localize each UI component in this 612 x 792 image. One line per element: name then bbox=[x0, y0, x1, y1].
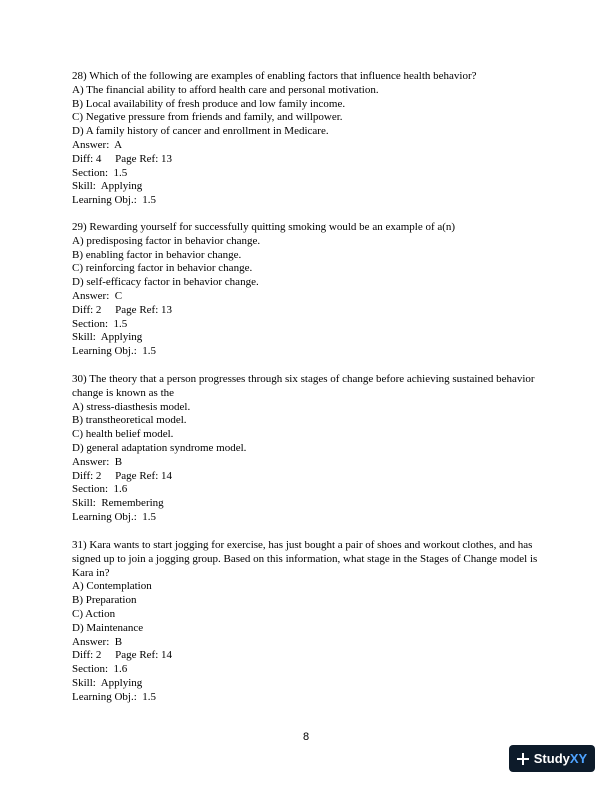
option-d: D) A family history of cancer and enrollment in Medicare. bbox=[72, 125, 329, 138]
option-c: C) reinforcing factor in behavior change. bbox=[72, 262, 253, 275]
option-b: B) enabling factor in behavior change. bbox=[72, 248, 242, 261]
skill-line: Skill: Applying bbox=[72, 180, 143, 193]
learning-objective-line: Learning Obj.: 1.5 bbox=[72, 345, 157, 358]
answer-line: Answer: B bbox=[72, 455, 123, 468]
question-stem: 28) Which of the following are examples of enabling factors that influence health behavior? bbox=[72, 70, 477, 82]
difficulty-page-ref: Diff: 2 Page Ref: 13 bbox=[72, 303, 173, 316]
question-stem: 29) Rewarding yourself for successfully quitting smoking would be an example of a(n) bbox=[72, 221, 456, 233]
skill-line: Skill: Remembering bbox=[72, 497, 164, 510]
plus-icon bbox=[517, 753, 529, 765]
option-c: C) Negative pressure from friends and family, and willpower. bbox=[72, 111, 343, 124]
section-line: Section: 1.6 bbox=[72, 663, 128, 676]
studyxy-badge[interactable] bbox=[509, 745, 595, 772]
badge-text-accent: XY bbox=[569, 751, 588, 766]
answer-line: Answer: C bbox=[72, 289, 123, 302]
question-stem: 31) Kara wants to start jogging for exercise, has just bought a pair of shoes and workout clothes, and has signed up to join a jogging group. Based on this information, what stage in the Stages of Change model is Kara in? bbox=[72, 539, 538, 579]
question-28 bbox=[72, 70, 542, 208]
learning-objective-line: Learning Obj.: 1.5 bbox=[72, 510, 157, 523]
badge-label bbox=[534, 751, 587, 766]
option-a: A) The financial ability to afford health care and personal motivation. bbox=[72, 83, 379, 96]
difficulty-page-ref: Diff: 4 Page Ref: 13 bbox=[72, 152, 173, 165]
answer-line: Answer: A bbox=[72, 138, 123, 151]
difficulty-page-ref: Diff: 2 Page Ref: 14 bbox=[72, 469, 173, 482]
option-a: A) predisposing factor in behavior change. bbox=[72, 234, 261, 247]
badge-text-main: Study bbox=[533, 751, 570, 766]
skill-line: Skill: Applying bbox=[72, 676, 143, 689]
page-number: 8 bbox=[302, 731, 310, 743]
skill-line: Skill: Applying bbox=[72, 331, 143, 344]
learning-objective-line: Learning Obj.: 1.5 bbox=[72, 194, 157, 207]
option-b: B) Local availability of fresh produce and low family income. bbox=[72, 97, 346, 110]
question-stem: 30) The theory that a person progresses through six stages of change before achieving sustained behavior change is known as the bbox=[72, 373, 535, 399]
question-30 bbox=[72, 373, 542, 525]
option-a: A) stress-diasthesis model. bbox=[72, 400, 191, 413]
option-b: B) transtheoretical model. bbox=[72, 414, 187, 427]
question-31 bbox=[72, 539, 542, 705]
section-line: Section: 1.6 bbox=[72, 483, 128, 496]
answer-line: Answer: B bbox=[72, 635, 123, 648]
option-c: C) Action bbox=[72, 607, 116, 620]
option-b: B) Preparation bbox=[72, 594, 137, 607]
option-d: D) Maintenance bbox=[72, 621, 144, 634]
learning-objective-line: Learning Obj.: 1.5 bbox=[72, 690, 157, 703]
option-d: D) general adaptation syndrome model. bbox=[72, 441, 247, 454]
question-29 bbox=[72, 221, 542, 359]
option-d: D) self-efficacy factor in behavior change. bbox=[72, 276, 259, 289]
section-line: Section: 1.5 bbox=[72, 166, 128, 179]
difficulty-page-ref: Diff: 2 Page Ref: 14 bbox=[72, 649, 173, 662]
section-line: Section: 1.5 bbox=[72, 317, 128, 330]
option-c: C) health belief model. bbox=[72, 428, 174, 441]
option-a: A) Contemplation bbox=[72, 580, 152, 593]
